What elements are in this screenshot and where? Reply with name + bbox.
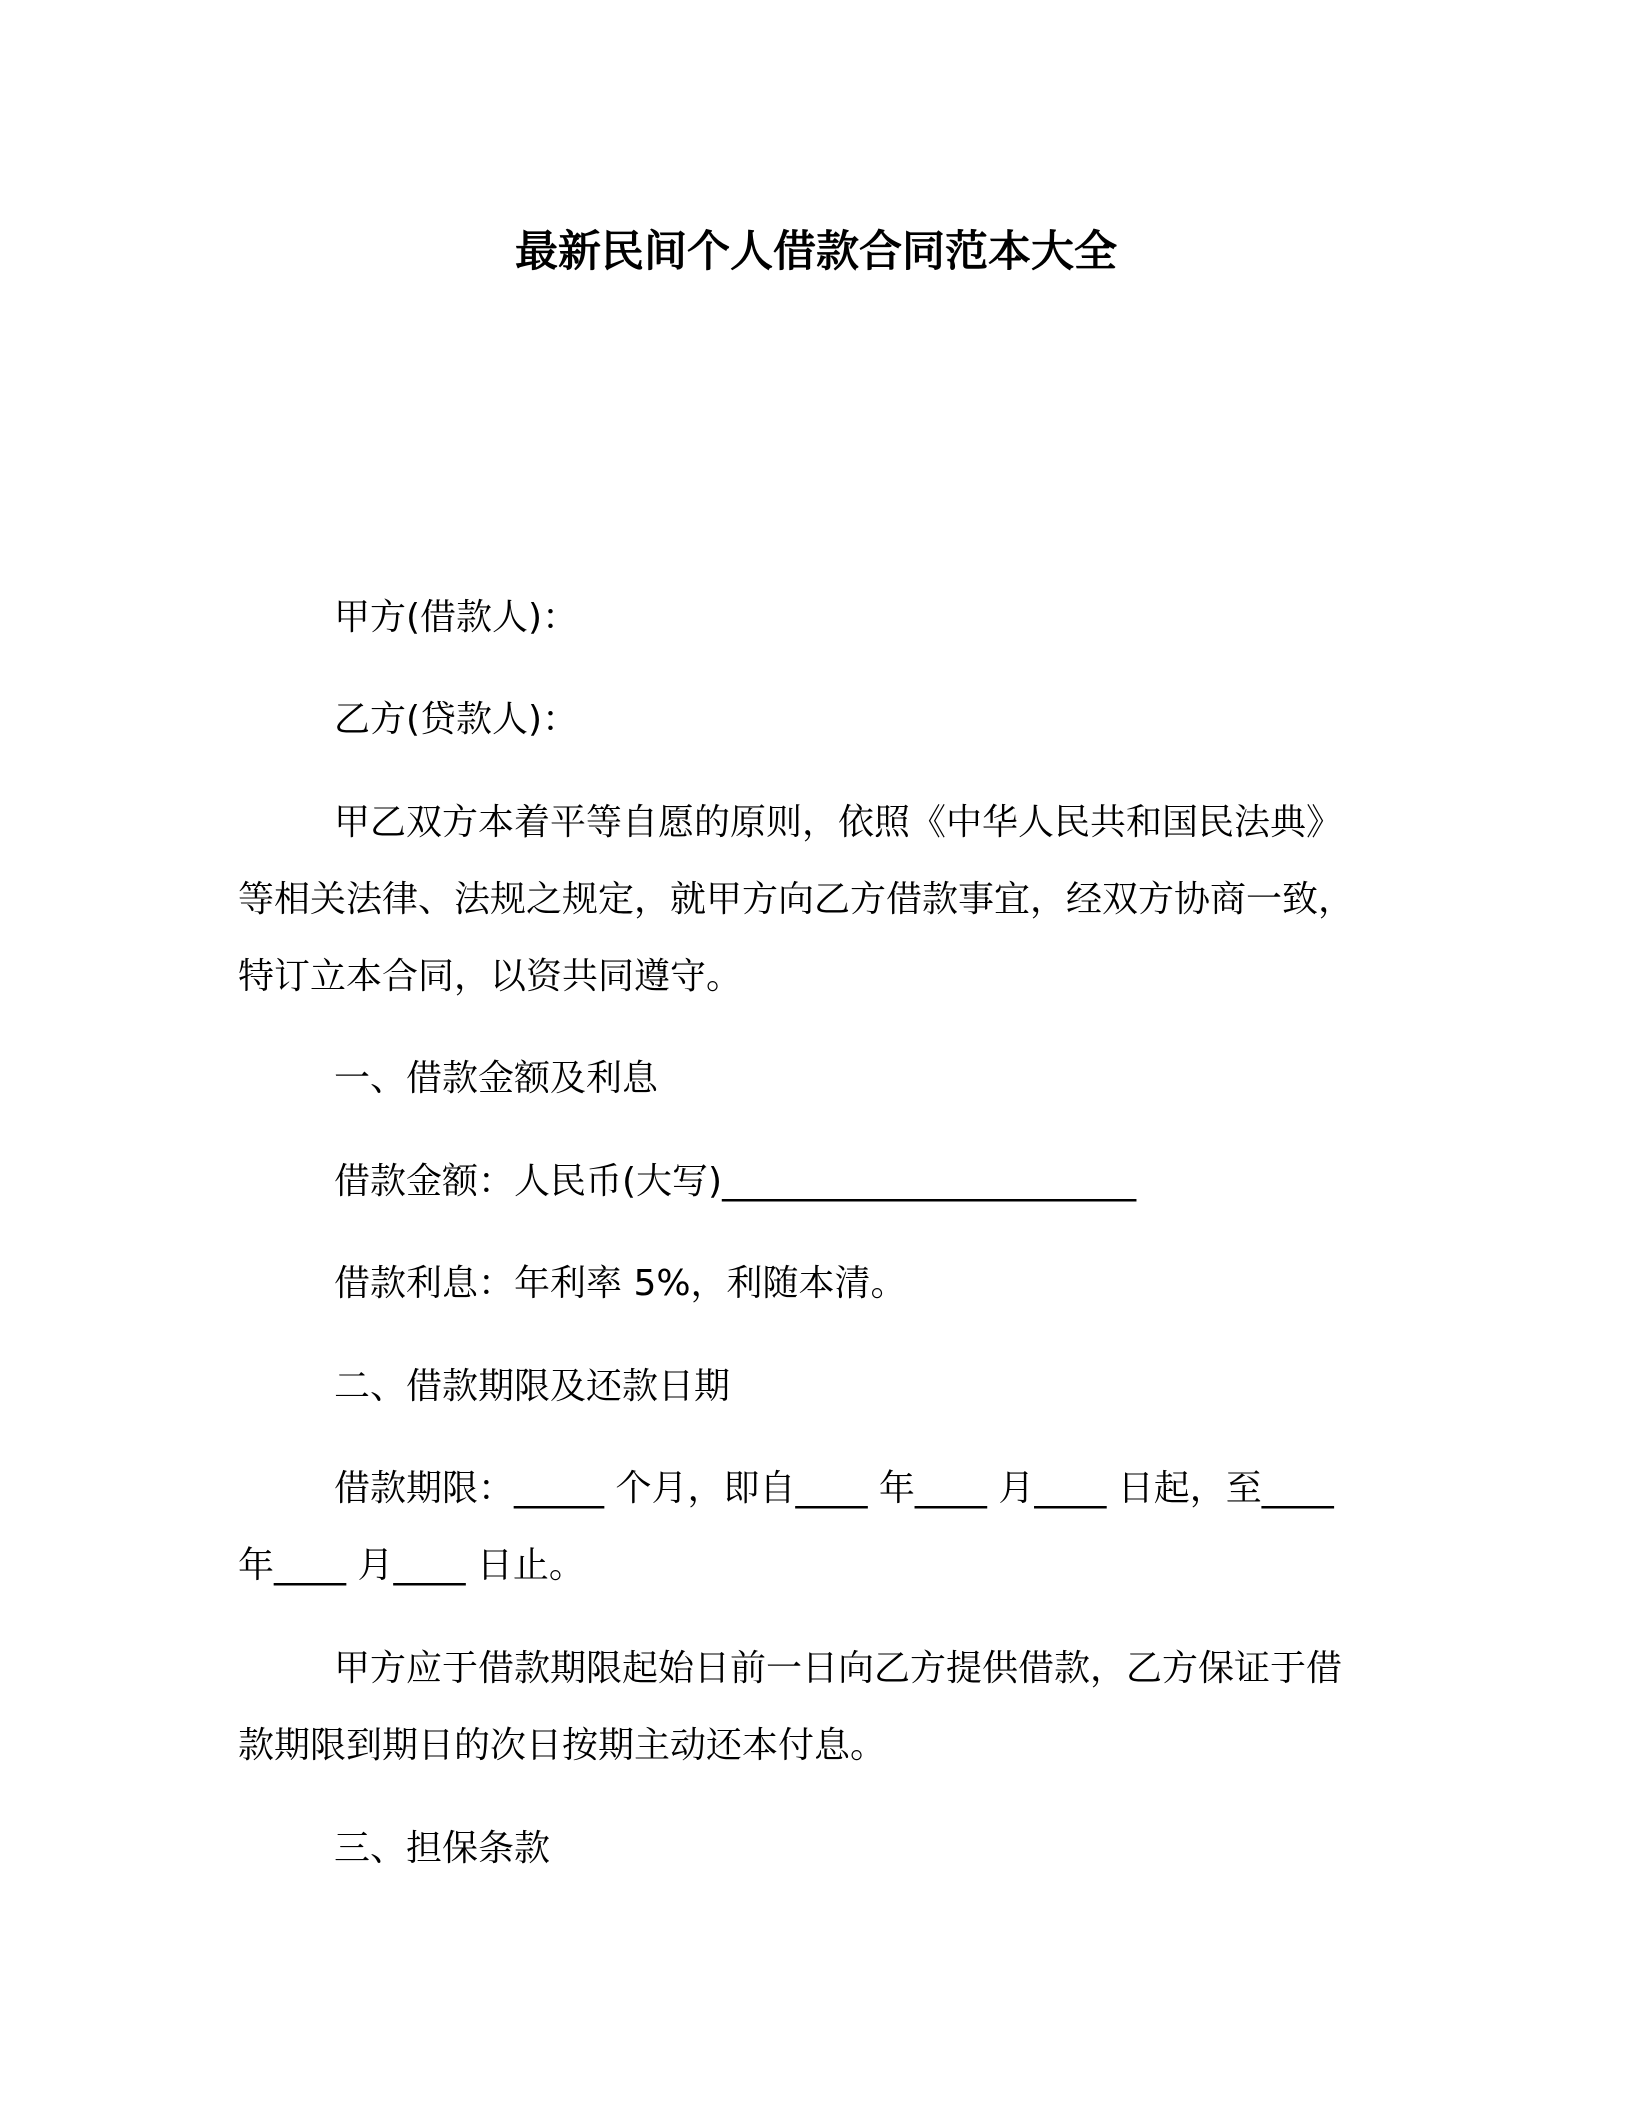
party-a-line: 甲方(借款人)： — [334, 597, 579, 638]
document-title: 最新民间个人借款合同范本大全 — [515, 227, 1117, 277]
loan-term-line-2: 年____ 月____ 日止。 — [238, 1545, 585, 1586]
preamble-line-3: 特订立本合同，以资共同遵守。 — [238, 956, 743, 997]
section-2-heading: 二、借款期限及还款日期 — [334, 1366, 731, 1407]
loan-amount-line: 借款金额：人民币(大写)_______________________ — [334, 1161, 1137, 1202]
repayment-line-2: 款期限到期日的次日按期主动还本付息。 — [238, 1725, 887, 1766]
preamble-line-2: 等相关法律、法规之规定，就甲方向乙方借款事宜，经双方协商一致， — [238, 879, 1355, 920]
section-3-heading: 三、担保条款 — [334, 1828, 551, 1869]
repayment-line-1: 甲方应于借款期限起始日前一日向乙方提供借款，乙方保证于借 — [334, 1648, 1343, 1689]
section-1-heading: 一、借款金额及利息 — [334, 1058, 659, 1099]
party-b-line: 乙方(贷款人)： — [334, 699, 579, 740]
loan-term-line-1: 借款期限：_____ 个月，即自____ 年____ 月____ 日起，至____ — [334, 1468, 1334, 1509]
preamble-line-1: 甲乙双方本着平等自愿的原则，依照《中华人民共和国民法典》 — [334, 802, 1343, 843]
loan-interest-line: 借款利息：年利率 5%，利随本清。 — [334, 1263, 907, 1304]
